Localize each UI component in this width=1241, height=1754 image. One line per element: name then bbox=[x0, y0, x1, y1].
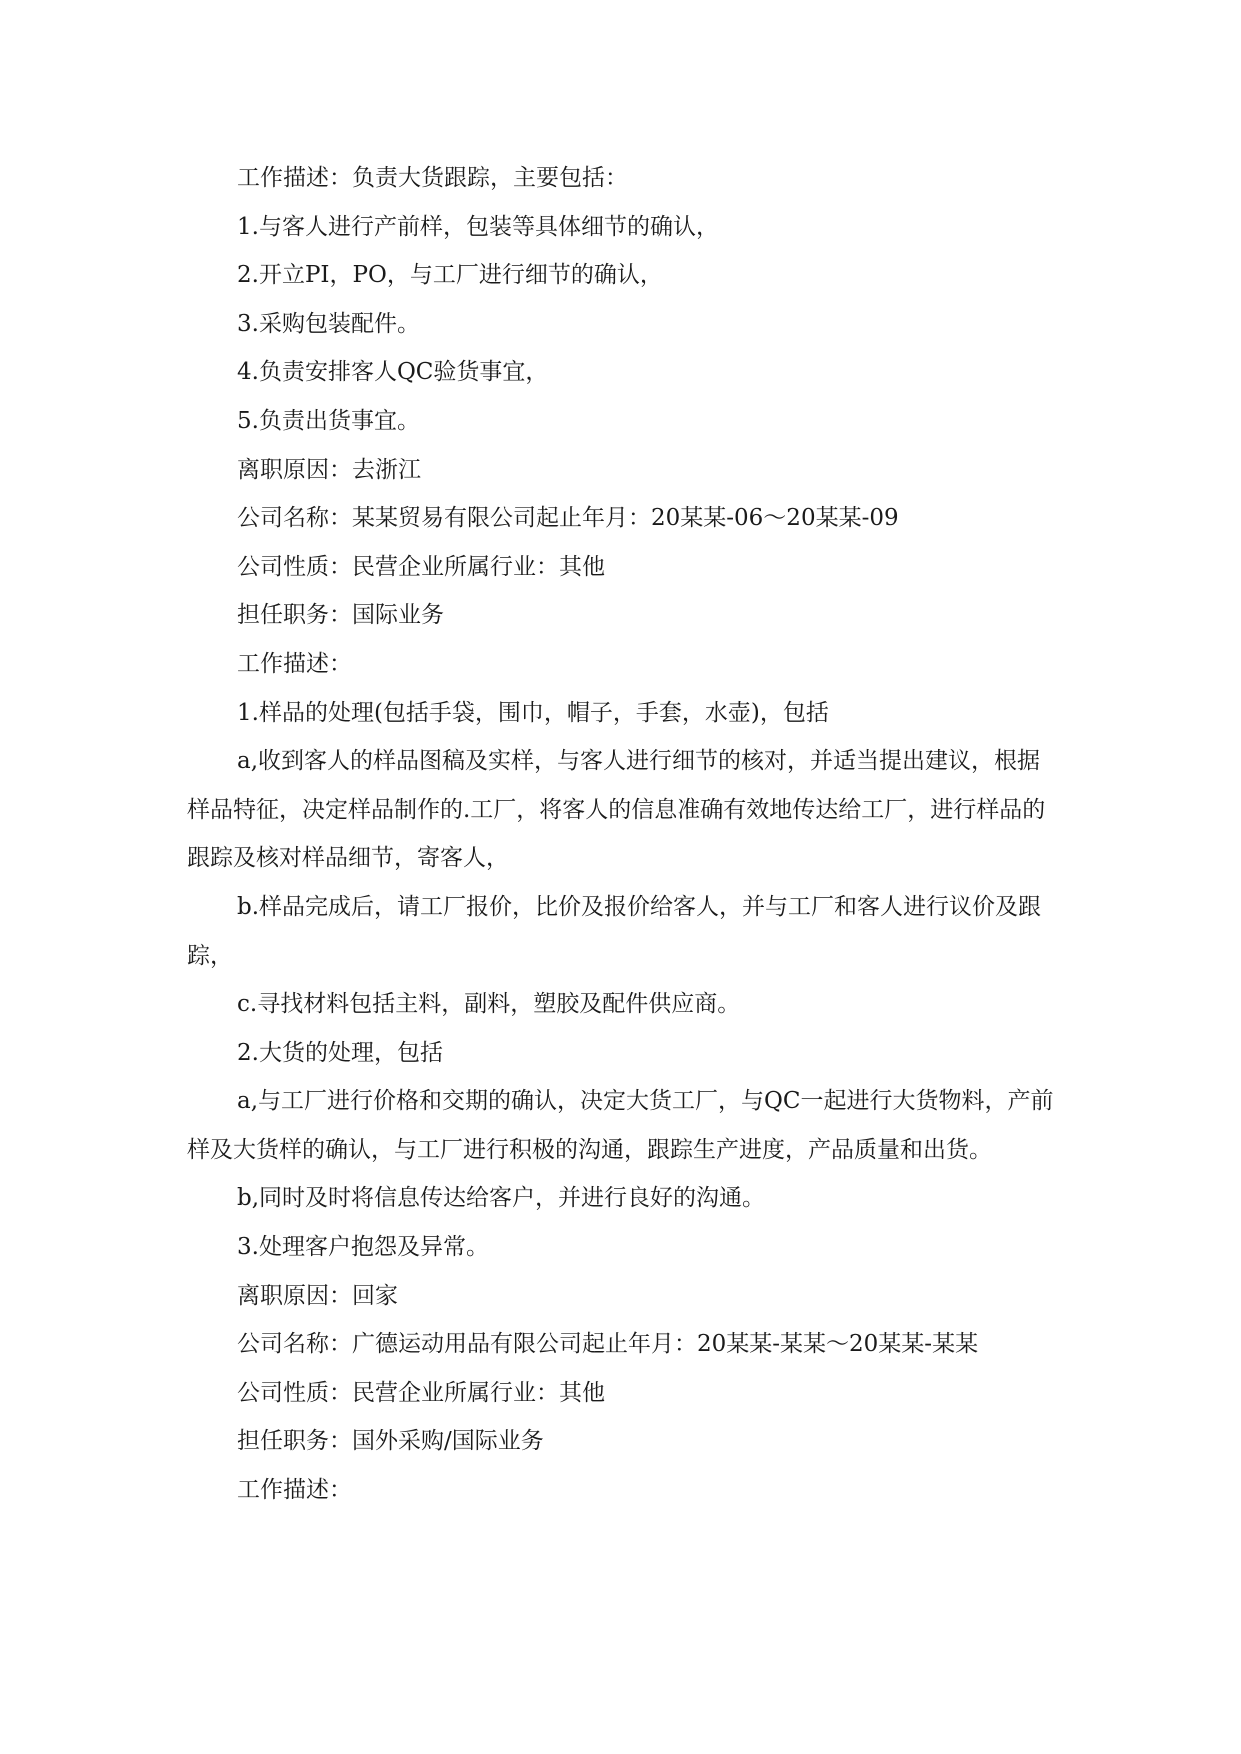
paragraph-company-name-2: 公司名称：广德运动用品有限公司起止年月：20某某-某某～20某某-某某 bbox=[237, 1331, 979, 1358]
paragraph-item-4: 4.负责安排客人QC验货事宜， bbox=[237, 359, 549, 386]
paragraph-work-description-1: 工作描述：负责大货跟踪，主要包括： bbox=[237, 165, 628, 191]
paragraph-leave-reason-2: 离职原因：回家 bbox=[237, 1282, 398, 1309]
paragraph-bulk-a: a,与工厂进行价格和交期的确认，决定大货工厂，与QC一起进行大货物料，产前样及大货样的确认，与工厂进行积极的沟通，跟踪生产进度，产品质量和出货。 bbox=[187, 1088, 1054, 1163]
paragraph-sample-b: b.样品完成后，请工厂报价，比价及报价给客人，并与工厂和客人进行议价及跟踪， bbox=[187, 893, 1042, 969]
paragraph-work-description-3: 工作描述： bbox=[237, 1477, 352, 1504]
paragraph-bulk-handling: 2.大货的处理，包括 bbox=[237, 1039, 443, 1066]
paragraph-bulk-b: b,同时及时将信息传达给客户，并进行良好的沟通。 bbox=[237, 1185, 766, 1212]
paragraph-sample-a: a,收到客人的样品图稿及实样，与客人进行细节的核对，并适当提出建议，根据样品特征，决定样品制作的.工厂，将客人的信息准确有效地传达给工厂，进行样品的跟踪及核对样品细节，寄客人， bbox=[187, 748, 1046, 872]
paragraph-position-1: 担任职务：国际业务 bbox=[237, 602, 444, 629]
paragraph-position-2: 担任职务：国外采购/国际业务 bbox=[237, 1428, 544, 1455]
paragraph-work-description-2: 工作描述： bbox=[237, 650, 352, 677]
paragraph-sample-handling: 1.样品的处理(包括手袋，围巾，帽子，手套，水壶)，包括 bbox=[237, 699, 829, 726]
paragraph-company-name-1: 公司名称：某某贸易有限公司起止年月：20某某-06～20某某-09 bbox=[237, 505, 899, 532]
paragraph-item-2: 2.开立PI，PO，与工厂进行细节的确认， bbox=[237, 262, 663, 289]
paragraph-complaints: 3.处理客户抱怨及异常。 bbox=[237, 1234, 489, 1261]
paragraph-company-type-1: 公司性质：民营企业所属行业：其他 bbox=[237, 553, 605, 580]
paragraph-item-1: 1.与客人进行产前样，包装等具体细节的确认， bbox=[237, 213, 719, 240]
paragraph-sample-c: c.寻找材料包括主料，副料，塑胶及配件供应商。 bbox=[237, 991, 741, 1018]
paragraph-company-type-2: 公司性质：民营企业所属行业：其他 bbox=[237, 1379, 605, 1406]
paragraph-leave-reason-1: 离职原因：去浙江 bbox=[237, 456, 421, 483]
document-body bbox=[187, 154, 1055, 1515]
paragraph-item-3: 3.采购包装配件。 bbox=[237, 310, 420, 337]
paragraph-item-5: 5.负责出货事宜。 bbox=[237, 407, 420, 434]
